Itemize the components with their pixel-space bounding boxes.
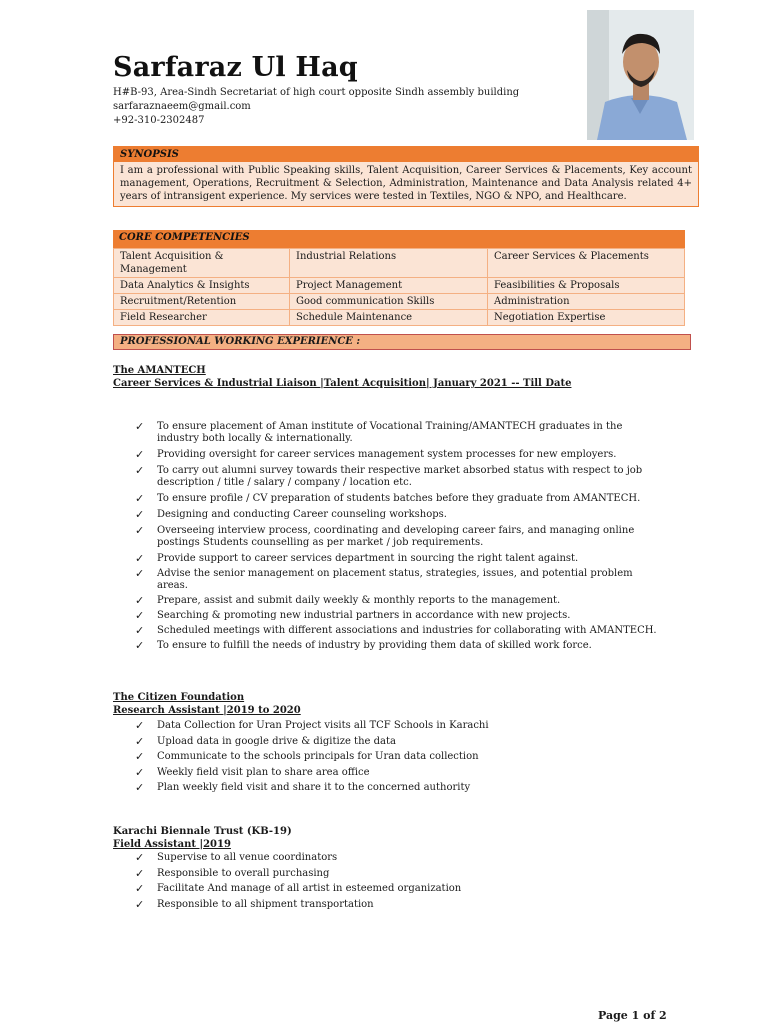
job-role: Research Assistant |2019 to 2020 (113, 705, 301, 716)
table-row (114, 249, 685, 278)
list-item: ✓ Scheduled meetings with different associations and industries for collaborating with AMANTECH. (135, 624, 657, 637)
synopsis-section (113, 146, 699, 207)
list-item: ✓ Responsible to overall purchasing (135, 866, 330, 880)
core-competencies-section (113, 230, 685, 326)
table-cell: Data Analytics & Insights (114, 278, 290, 294)
job-karachi-biennale-duties (135, 851, 657, 911)
job-citizen-foundation-duties (135, 719, 657, 794)
table-cell: Field Researcher (114, 310, 290, 326)
check-mark-icon: ✓ (135, 609, 145, 622)
check-mark-icon: ✓ (135, 639, 145, 652)
job-amantech-duties (135, 420, 657, 652)
list-item: ✓ Provide support to career services department in sourcing the right talent against. (135, 552, 579, 565)
list-item: ✓ To ensure placement of Aman institute of Vocational Training/AMANTECH graduates in the industry both locally & internationally. (135, 420, 623, 444)
core-competencies-heading: CORE COMPETENCIES (113, 230, 685, 248)
table-cell: Administration (488, 294, 685, 310)
page-number: Page 1 of 2 (598, 1009, 667, 1022)
check-mark-icon: ✓ (135, 448, 145, 461)
list-item: ✓ Overseeing interview process, coordinating and developing career fairs, and managing online postings Students counselling as per market / job requirements. (135, 524, 635, 548)
job-citizen-foundation (113, 691, 613, 717)
check-mark-icon: ✓ (135, 508, 145, 521)
table-cell: Schedule Maintenance (290, 310, 488, 326)
check-mark-icon: ✓ (135, 866, 145, 880)
job-org: Karachi Biennale Trust (KB-19) (113, 826, 292, 837)
check-mark-icon: ✓ (135, 464, 145, 477)
list-item: ✓ Data Collection for Uran Project visits all TCF Schools in Karachi (135, 719, 489, 732)
list-item: ✓ Upload data in google drive & digitize the data (135, 734, 396, 748)
check-mark-icon: ✓ (135, 420, 145, 433)
check-mark-icon: ✓ (135, 492, 145, 505)
job-amantech (113, 364, 713, 390)
list-item: ✓ Communicate to the schools principals for Uran data collection (135, 750, 479, 763)
check-mark-icon: ✓ (135, 524, 145, 537)
competencies-table (113, 248, 685, 326)
list-item: ✓ Plan weekly field visit and share it to the concerned authority (135, 781, 471, 794)
check-mark-icon: ✓ (135, 552, 145, 565)
check-mark-icon: ✓ (135, 765, 145, 779)
table-cell: Industrial Relations (290, 249, 488, 278)
list-item: ✓ Weekly field visit plan to share area office (135, 765, 370, 779)
list-item: ✓ Supervise to all venue coordinators (135, 851, 338, 864)
list-item: ✓ Searching & promoting new industrial partners in accordance with new projects. (135, 609, 571, 622)
check-mark-icon: ✓ (135, 781, 145, 794)
check-mark-icon: ✓ (135, 624, 145, 637)
table-cell: Good communication Skills (290, 294, 488, 310)
list-item: ✓ Providing oversight for career services management system processes for new employers. (135, 448, 617, 461)
profile-photo (587, 10, 694, 140)
job-role: Field Assistant |2019 (113, 839, 231, 850)
check-mark-icon: ✓ (135, 567, 145, 580)
list-item: ✓ Prepare, assist and submit daily weekly & monthly reports to the management. (135, 594, 561, 607)
synopsis-heading: SYNOPSIS (114, 147, 698, 162)
check-mark-icon: ✓ (135, 750, 145, 763)
check-mark-icon: ✓ (135, 719, 145, 732)
address: H#B-93, Area-Sindh Secretariat of high court opposite Sindh assembly building (113, 87, 520, 98)
job-karachi-biennale (113, 825, 613, 851)
experience-heading: PROFESSIONAL WORKING EXPERIENCE : (113, 334, 691, 350)
email: sarfaraznaeem@gmail.com (113, 101, 251, 112)
phone: +92-310-2302487 (113, 115, 205, 126)
check-mark-icon: ✓ (135, 882, 145, 895)
check-mark-icon: ✓ (135, 594, 145, 607)
table-row (114, 310, 685, 326)
table-cell: Feasibilities & Proposals (488, 278, 685, 294)
list-item: ✓ Advise the senior management on placement status, strategies, issues, and potential problem areas. (135, 567, 633, 591)
synopsis-text: I am a professional with Public Speaking skills, Talent Acquisition, Career Services & Placements, Key account management, Operations, Recruitment & Selection, Administration, Maintenance and Data Analysis related 4+ years of intransigent experience. My services were tested in Textiles, NGO & NPO, and Healthcare. (114, 162, 698, 206)
candidate-name: Sarfaraz Ul Haq (113, 52, 358, 83)
table-cell: Negotiation Expertise (488, 310, 685, 326)
list-item: ✓ To carry out alumni survey towards their respective market absorbed status with respect to job description / title / salary / company / location etc. (135, 464, 643, 488)
list-item: ✓ Designing and conducting Career counseling workshops. (135, 508, 447, 521)
table-cell: Talent Acquisition & Management (114, 249, 290, 278)
contact-block (113, 86, 519, 128)
table-cell: Project Management (290, 278, 488, 294)
table-row (114, 294, 685, 310)
list-item: ✓ To ensure profile / CV preparation of students batches before they graduate from AMANTECH. (135, 492, 641, 505)
job-org: The Citizen Foundation (113, 692, 245, 703)
check-mark-icon: ✓ (135, 851, 145, 864)
job-role: Career Services & Industrial Liaison |Talent Acquisition| January 2021 -- Till Date (113, 378, 572, 389)
check-mark-icon: ✓ (135, 734, 145, 748)
check-mark-icon: ✓ (135, 897, 145, 911)
table-cell: Career Services & Placements (488, 249, 685, 278)
job-org: The AMANTECH (113, 365, 206, 376)
list-item: ✓ To ensure to fulfill the needs of industry by providing them data of skilled work force. (135, 639, 592, 652)
table-cell: Recruitment/Retention (114, 294, 290, 310)
list-item: ✓ Facilitate And manage of all artist in esteemed organization (135, 882, 462, 895)
table-row (114, 278, 685, 294)
list-item: ✓ Responsible to all shipment transportation (135, 897, 374, 911)
